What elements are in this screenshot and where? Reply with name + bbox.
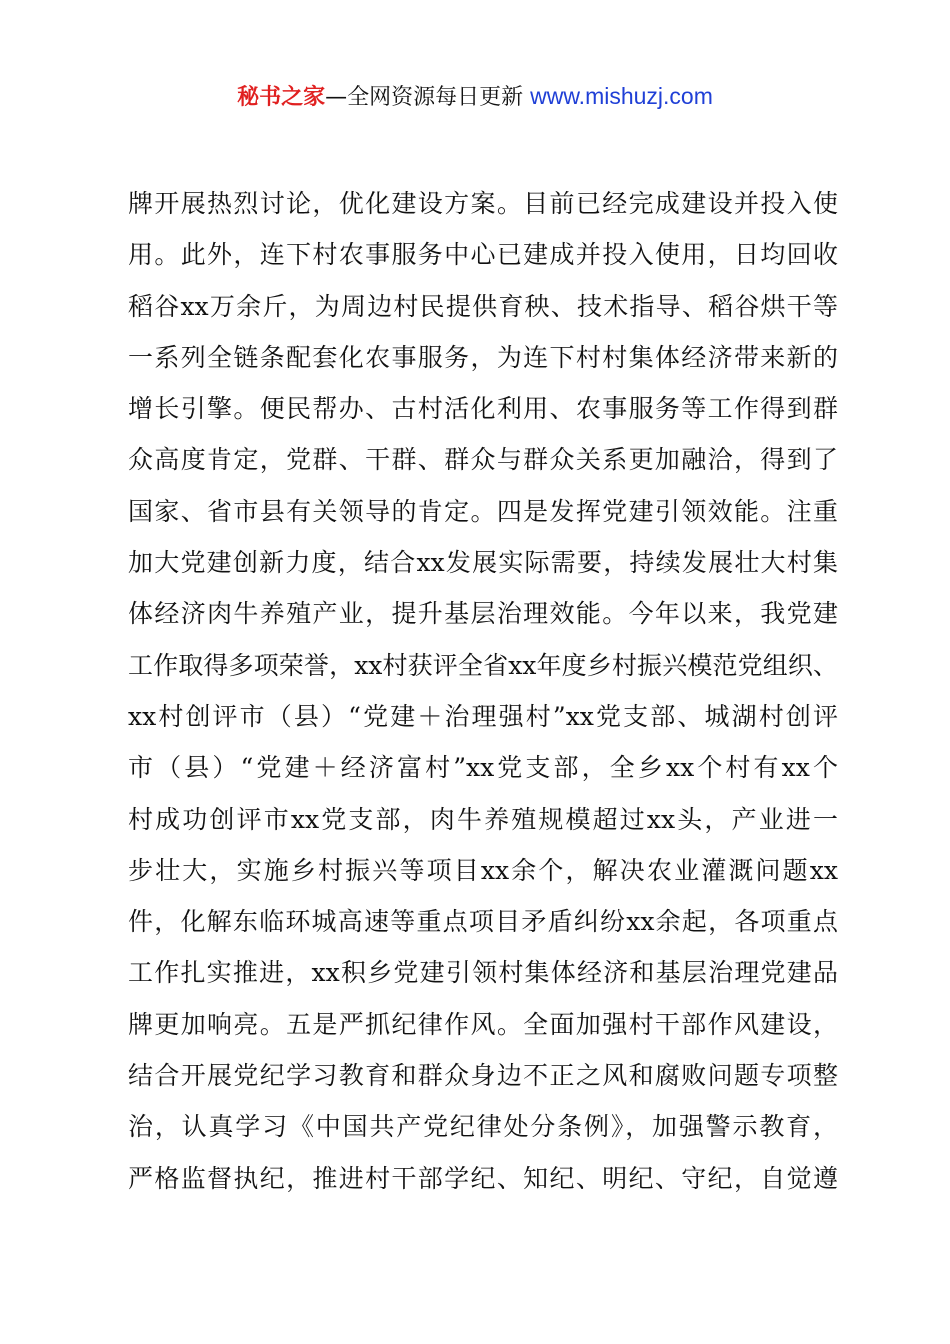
text-line: 增长引擎。便民帮办、古村活化利用、农事服务等工作得到群 — [128, 394, 838, 424]
text-line: 体经济肉牛养殖产业，提升基层治理效能。今年以来，我党建 — [128, 599, 838, 629]
text-line: 件，化解东临环城高速等重点项目矛盾纠纷xx余起，各项重点 — [128, 907, 838, 937]
brand-name: 秘书之家 — [237, 85, 326, 110]
text-line: 用。此外，连下村农事服务中心已建成并投入使用，日均回收 — [128, 240, 838, 270]
text-line: 步壮大，实施乡村振兴等项目xx余个，解决农业灌溉问题xx — [128, 855, 838, 885]
text-line: 村成功创评市xx党支部，肉牛养殖规模超过xx头，产业进一 — [128, 804, 838, 834]
site-url-link[interactable]: www.mishuzj.com — [530, 83, 713, 109]
text-line: 工作扎实推进，xx积乡党建引领村集体经济和基层治理党建品 — [128, 958, 838, 988]
text-line: 众高度肯定，党群、干群、群众与群众关系更加融洽，得到了 — [128, 445, 838, 475]
text-line: 严格监督执纪，推进村干部学纪、知纪、明纪、守纪，自觉遵 — [128, 1163, 838, 1193]
text-line: 牌更加响亮。五是严抓纪律作风。全面加强村干部作风建设， — [128, 1009, 838, 1039]
text-line: 稻谷xx万余斤，为周边村民提供育秧、技术指导、稻谷烘干等 — [128, 291, 838, 321]
text-line: 加大党建创新力度，结合xx发展实际需要，持续发展壮大村集 — [128, 548, 838, 578]
text-line: 工作取得多项荣誉，xx村获评全省xx年度乡村振兴模范党组织、 — [128, 650, 838, 680]
header-slogan: —全网资源每日更新 — [325, 85, 524, 110]
text-line: 一系列全链条配套化农事服务，为连下村村集体经济带来新的 — [128, 342, 838, 372]
text-line: 市（县）“党建＋经济富村”xx党支部，全乡xx个村有xx个 — [128, 753, 838, 783]
body-paragraph — [128, 184, 838, 1210]
page-header — [0, 80, 950, 114]
text-line: 国家、省市县有关领导的肯定。四是发挥党建引领效能。注重 — [128, 496, 838, 526]
text-line: 牌开展热烈讨论，优化建设方案。目前已经完成建设并投入使 — [128, 189, 838, 218]
text-line: 结合开展党纪学习教育和群众身边不正之风和腐败问题专项整 — [128, 1061, 838, 1091]
text-line: xx村创评市（县）“党建＋治理强村”xx党支部、城湖村创评 — [128, 701, 838, 731]
text-line: 治，认真学习《中国共产党纪律处分条例》，加强警示教育， — [128, 1112, 838, 1142]
